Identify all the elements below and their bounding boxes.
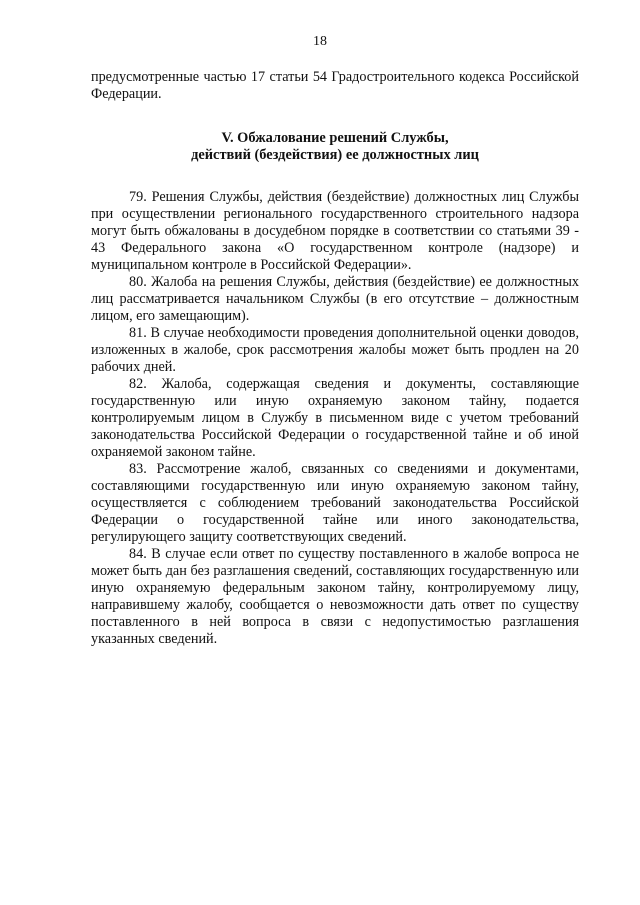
page-number: 18 [313,34,327,49]
paragraph-82: 82. Жалоба, содержащая сведения и документы, составляющие государственную или иную охраняемую законом тайну, подается контролируемым лицом в Службу в письменном виде с учетом требований законодательства Российской Федерации о государственной тайне и об иной охраняемой законом тайне. [91,376,579,460]
section-heading-line-2: действий (бездействия) ее должностных лиц [191,147,479,163]
document-body [91,69,579,648]
section-heading-line-1: V. Обжалование решений Службы, [221,130,449,146]
paragraph-83: 83. Рассмотрение жалоб, связанных со сведениями и документами, составляющими государственную или иную охраняемую законом тайну, осуществляется с соблюдением требований законодательства Российской Федерации о государственной тайне или иного законодательства, регулирующего защиту соответствующих сведений. [91,461,579,545]
paragraph-79: 79. Решения Службы, действия (бездействие) должностных лиц Службы при осуществлении регионального государственного строительного надзора могут быть обжалованы в досудебном порядке в соответствии со статьями 39 - 43 Федерального закона «О государственном контроле (надзоре) и муниципальном контроле в Российской Федерации». [91,189,579,273]
paragraph-84: 84. В случае если ответ по существу поставленного в жалобе вопроса не может быть дан без разглашения сведений, составляющих государственную или иную охраняемую федеральным законом тайну, контролируемому лицу, направившему жалобу, сообщается о невозможности дать ответ по существу поставленного в ней вопроса в связи с недопустимостью разглашения указанных сведений. [91,546,579,647]
paragraph-81: 81. В случае необходимости проведения дополнительной оценки доводов, изложенных в жалобе, срок рассмотрения жалобы может быть продлен на 20 рабочих дней. [91,325,579,375]
intro-paragraph: предусмотренные частью 17 статьи 54 Градостроительного кодекса Российской Федерации. [91,69,579,102]
section-heading [91,130,579,164]
paragraph-80: 80. Жалоба на решения Службы, действия (бездействие) ее должностных лиц рассматривается начальником Службы (в его отсутствие – должностным лицом, его замещающим). [91,274,579,324]
